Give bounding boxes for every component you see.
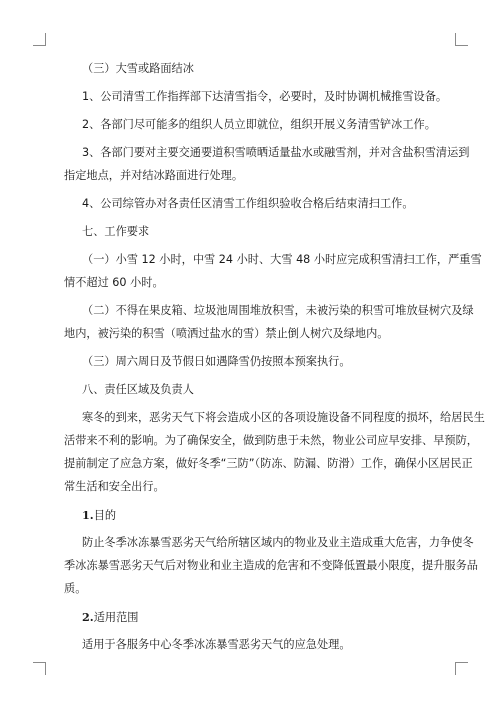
section-heading: （三）大雪或路面结冰 — [82, 62, 194, 75]
paragraph: 适用于各服务中心冬季冰冻暴雪恶劣天气的应急处理。 — [82, 638, 351, 651]
subsection-title: 适用范围 — [93, 611, 139, 624]
subsection-heading — [64, 610, 438, 624]
paragraph: 4、公司综管办对各责任区清雪工作组织验收合格后结束清扫工作。 — [82, 197, 414, 210]
paragraph-continuation: 季冰冻暴雪恶劣天气后对物业和业主造成的危害和不变降低置最小限度，提升服务品 — [64, 559, 478, 572]
paragraph: 寒冬的到来，恶劣天气下将会造成小区的各项设施设备不同程度的损坏，给居民生 — [82, 411, 485, 424]
crop-mark-bottom-left — [33, 662, 46, 675]
paragraph-continuation: 质。 — [64, 582, 87, 595]
subsection-number: 1. — [82, 508, 94, 522]
section-heading: 八、责任区域及负责人 — [82, 383, 194, 396]
paragraph-continuation: 活带来不利的影响。为了确保安全，做到防患于未然，物业公司应早安排、早预防， — [64, 434, 478, 447]
subsection-number: 2. — [82, 610, 94, 624]
crop-mark-top-right — [455, 33, 468, 46]
paragraph-continuation: 指定地点，并对结冰路面进行处理。 — [64, 169, 244, 182]
paragraph: 防止冬季冰冻暴雪恶劣天气给所辖区域内的物业及业主造成重大危害，力争使冬 — [82, 536, 474, 549]
paragraph: （二）不得在果皮箱、垃圾池周围堆放积雪，未被污染的积雪可堆放昼树穴及绿 — [82, 304, 474, 317]
subsection-heading — [64, 508, 438, 522]
crop-mark-bottom-right — [455, 662, 468, 675]
paragraph-continuation: 提前制定了应急方案，做好冬季“三防”（防冻、防漏、防滑）工作，确保小区居民正 — [64, 457, 473, 470]
subsection-title: 目的 — [93, 509, 117, 522]
paragraph: 1、公司清雪工作指挥部下达清雪指令，必要时，及时协调机械推雪设备。 — [82, 90, 448, 103]
crop-mark-top-left — [33, 33, 46, 46]
paragraph: （一）小雪 12 小时，中雪 24 小时、大雪 48 小时应完成积雪清扫工作，严重雪 — [82, 253, 482, 266]
section-heading: 七、工作要求 — [82, 225, 150, 238]
paragraph: 3、各部门要对主要交通要道积雪喷晒适量盐水或融雪剂，并对含盐积雪清运到 — [82, 146, 470, 159]
paragraph: （三）周六周日及节假日如遇降雪仍按照本预案执行。 — [82, 355, 351, 368]
document-body — [64, 62, 485, 652]
paragraph-continuation: 地内，被污染的积雪（喷洒过盐水的雪）禁止倒人树穴及绿地内。 — [64, 327, 389, 340]
paragraph-continuation: 情不超过 60 小时。 — [64, 276, 164, 289]
paragraph-continuation: 常生活和安全出行。 — [64, 480, 165, 493]
paragraph: 2、各部门尽可能多的组织人员立即就位，组织开展义务清雪铲冰工作。 — [82, 118, 436, 131]
